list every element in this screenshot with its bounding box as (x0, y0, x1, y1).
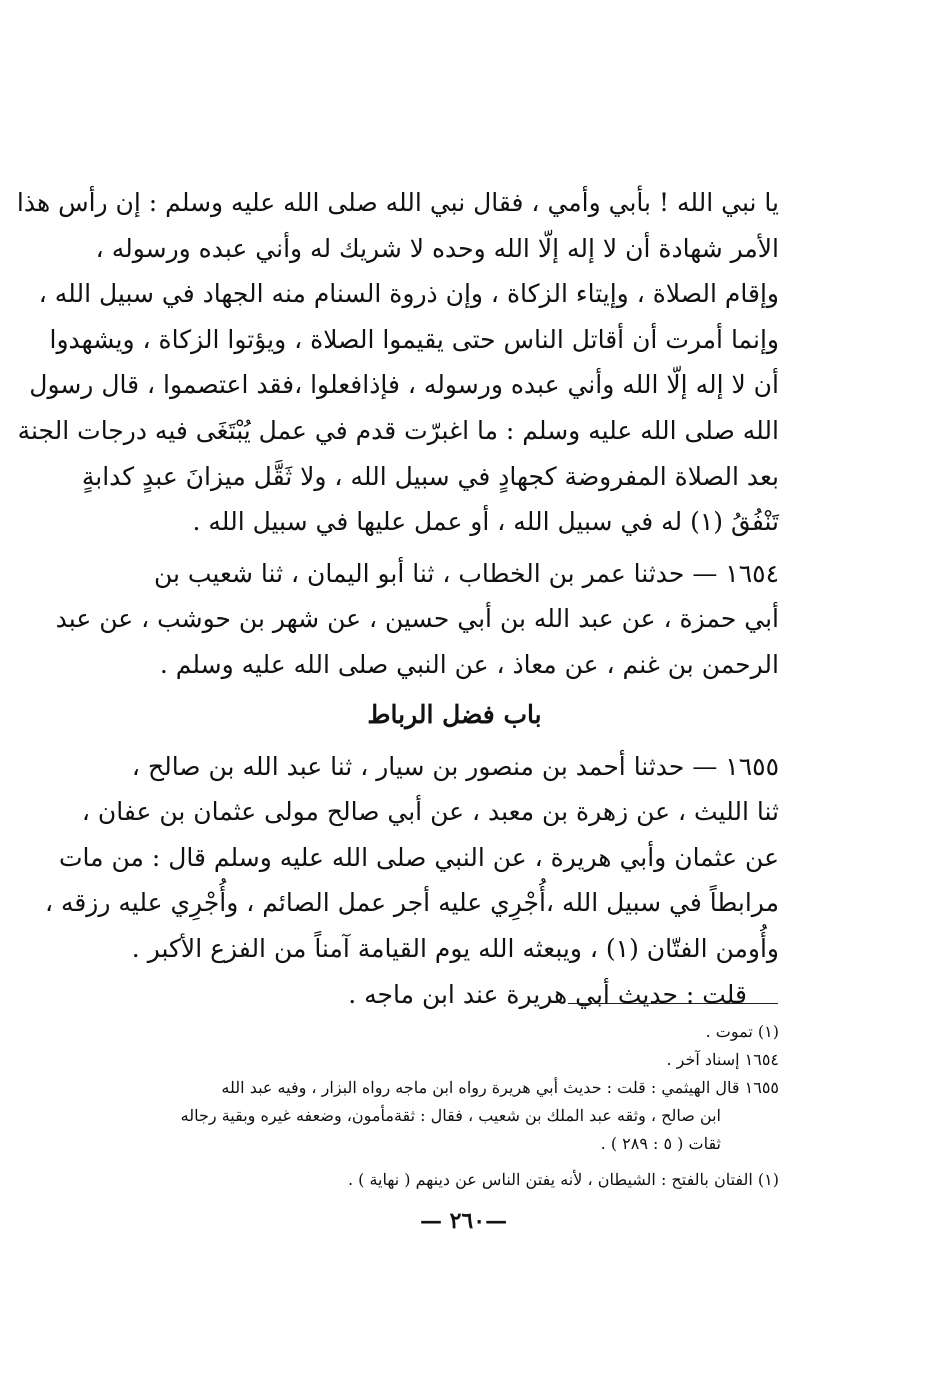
main-text (16, 180, 779, 1017)
hadith-1655-line: مرابطاً في سبيل الله ،أُجْرِي عليه أجر عمل الصائم ، وأُجْرِي عليه رزقه ، (44, 888, 779, 918)
hadith-1655-line: عن عثمان وأبي هريرة ، عن النبي صلى الله عليه وسلم قال : من مات (58, 842, 779, 872)
body-line: وإنما أمرت أن أقاتل الناس حتى يقيموا الصلاة ، ويؤتوا الزكاة ، ويشهدوا (49, 324, 779, 354)
hadith-1654-line: ١٦٥٤ — حدثنا عمر بن الخطاب ، ثنا أبو اليمان ، ثنا شعيب بن (153, 558, 779, 588)
hadith-1655-line: ثنا الليث ، عن زهرة بن معبد ، عن أبي صالح مولى عثمان بن عفان ، (81, 797, 779, 827)
footnotes (125, 1018, 779, 1194)
body-line: يا نبي الله ! بأبي وأمي ، فقال نبي الله صلى الله عليه وسلم : إن رأس هذا (16, 188, 779, 217)
page-number: —٢٦٠ — (419, 1208, 508, 1234)
footnote-line: ١٦٥٥ قال الهيثمي : قلت : حديث أبي هريرة رواه ابن ماجه رواه البزار ، وفيه عبد الله (221, 1078, 779, 1097)
hadith-1655-line: ١٦٥٥ — حدثنا أحمد بن منصور بن سيار ، ثنا عبد الله بن صالح ، (131, 751, 779, 781)
body-line: الله صلى الله عليه وسلم : ما اغبرّت قدم في عمل يُبْتَغَى فيه درجات الجنة (17, 415, 779, 445)
body-line: الأمر شهادة أن لا إله إلّا الله وحده لا شريك له وأني عبده ورسوله ، (95, 233, 779, 263)
footnote-line: ابن صالح ، وثقه عبد الملك بن شعيب ، فقال : ثقةمأمون، وضعفه غيره وبقية رجاله (180, 1106, 721, 1125)
section-heading: باب فضل الرباط (367, 699, 542, 729)
footnote-line: (١) الفتان بالفتح : الشيطان ، لأنه يفتن الناس عن دينهم ( نهاية ) . (347, 1170, 779, 1189)
body-line: وإقام الصلاة ، وإيتاء الزكاة ، وإن ذروة السنام منه الجهاد في سبيل الله ، (38, 279, 779, 309)
footnote-line: ١٦٥٤ إسناد آخر . (666, 1050, 779, 1069)
hadith-1654-line: الرحمن بن غنم ، عن معاذ ، عن النبي صلى الله عليه وسلم . (159, 649, 779, 679)
footnote-line: (١) تموت . (705, 1022, 779, 1041)
body-line: بعد الصلاة المفروضة كجهادٍ في سبيل الله ، ولا ثَقَّل ميزانَ عبدٍ كدابةٍ (81, 461, 779, 491)
footnote-divider (568, 1003, 778, 1004)
hadith-1655-line: قلت : حديث أبي هريرة عند ابن ماجه . (348, 979, 747, 1009)
body-line: أن لا إله إلّا الله وأني عبده ورسوله ، فإذافعلوا ،فقد اعتصموا ، قال رسول (29, 370, 779, 400)
hadith-1655-line: وأُومن الفتّان (١) ، ويبعثه الله يوم القيامة آمناً من الفزع الأكبر . (131, 933, 779, 963)
hadith-1654-line: أبي حمزة ، عن عبد الله بن أبي حسين ، عن شهر بن حوشب ، عن عبد (55, 604, 779, 634)
footnote-line: ثقات ( ٥ : ٢٨٩ ) . (600, 1134, 721, 1153)
body-line: تَنْفُقُ (١) له في سبيل الله ، أو عمل عليها في سبيل الله . (192, 507, 779, 537)
